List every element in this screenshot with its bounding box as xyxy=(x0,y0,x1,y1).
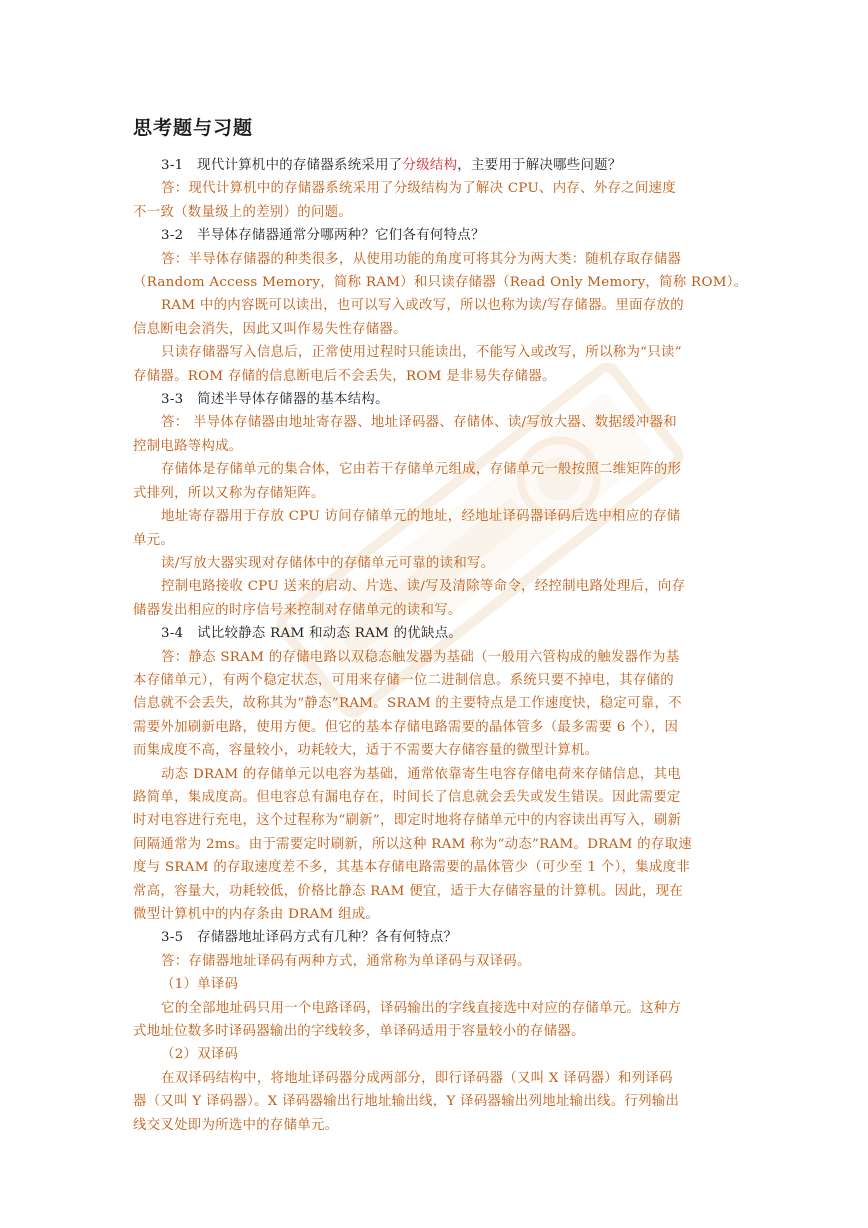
question-number: 3-5 xyxy=(161,930,184,946)
answer-line: 答： 半导体存储器由地址寄存器、地址译码器、存储体、读/写放大器、数据缓冲器和 xyxy=(161,415,677,431)
answer-line: 地址寄存器用于存放 CPU 访问存储单元的地址，经地址译码器译码后选中相应的存储 xyxy=(161,509,681,525)
answer-line: 只读存储器写入信息后，正常使用过程时只能读出，不能写入或改写，所以称为“只读” xyxy=(161,345,682,361)
question-text-end: ，主要用于解决哪些问题？ xyxy=(457,158,622,173)
answer-line: 信息断电会消失，因此又叫作易失性存储器。 xyxy=(133,321,407,337)
answer-line: 控制电路等构成。 xyxy=(133,438,243,454)
answer-line: 常高，容量大，功耗较低，价格比静态 RAM 便宜，适于大存储容量的计算机。因此，现在 xyxy=(133,883,684,899)
answer-line: 存储器。ROM 存储的信息断电后不会丢失，ROM 是非易失存储器。 xyxy=(133,368,556,384)
answer-line: 储器发出相应的时序信号来控制对存储单元的读和写。 xyxy=(133,602,462,618)
answer-line: 答：存储器地址译码有两种方式，通常称为单译码与双译码。 xyxy=(161,953,531,969)
question-number: 3-4 xyxy=(161,626,184,642)
answer-line: 控制电路接收 CPU 送来的启动、片选、读/写及清除等命令，经控制电路处理后，向存 xyxy=(161,579,686,595)
question-3-1 xyxy=(133,154,739,177)
question-number: 3-1 xyxy=(161,158,184,173)
answer-line: 答：现代计算机中的存储器系统采用了分级结构为了解决 CPU、内存、外存之间速度 xyxy=(161,181,676,197)
answer-line: 式排列，所以又称为存储矩阵。 xyxy=(133,485,325,501)
answer-line: 而集成度不高，容量较小，功耗较大，适于不需要大存储容量的微型计算机。 xyxy=(133,743,599,759)
answer-line: 度与 SRAM 的存取速度差不多，其基本存储电路需要的晶体管少（可少至 1 个），集成度非 xyxy=(133,860,691,876)
answer-line: 信息就不会丢失，故称其为“静态”RAM。SRAM 的主要特点是工作速度快，稳定可靠，不 xyxy=(133,696,682,712)
page-title: 思考题与习题 xyxy=(133,117,254,139)
question-text: 简述半导体存储器的基本结构。 xyxy=(197,392,389,408)
answer-line: 微型计算机中的内存条由 DRAM 组成。 xyxy=(133,907,380,922)
answer-line: 线交叉处即为所选中的存储单元。 xyxy=(133,1117,339,1133)
question-number: 3-2 xyxy=(161,228,184,244)
answer-line: 不一致（数量级上的差别）的问题。 xyxy=(133,204,353,220)
answer-line: 间隔通常为 2ms。由于需要定时刷新，所以这种 RAM 称为“动态”RAM。DRAM 的存取速 xyxy=(133,836,692,852)
content-area xyxy=(133,112,748,1137)
answer-line: 式地址位数多时译码器输出的字线较多，单译码适用于容量较小的存储器。 xyxy=(133,1024,585,1040)
question-text: 试比较静态 RAM 和动态 RAM 的优缺点。 xyxy=(197,626,463,642)
answer-line: 读/写放大器实现对存储体中的存储单元可靠的读和写。 xyxy=(161,555,495,571)
question-number: 3-3 xyxy=(161,392,184,408)
answer-line: 需要外加刷新电路，使用方便。但它的基本存储电路需要的晶体管多（最多需要 6 个），因 xyxy=(133,719,679,735)
answer-line: 本存储单元），有两个稳定状态，可用来存储一位二进制信息。系统只要不掉电，其存储的 xyxy=(133,672,674,688)
answer-line: 存储体是存储单元的集合体，它由若干存储单元组成，存储单元一般按照二维矩阵的形 xyxy=(161,462,682,478)
answer-line: （Random Access Memory，简称 RAM）和只读存储器（Read Only Memory，简称 ROM）。 xyxy=(133,275,748,291)
question-3-5 xyxy=(133,926,739,949)
question-3-2 xyxy=(133,224,739,247)
answer-line: 在双译码结构中，将地址译码器分成两部分，即行译码器（又叫 X 译码器）和列译码 xyxy=(161,1070,673,1086)
question-3-3 xyxy=(133,388,739,411)
answer-line: 器（又叫 Y 译码器）。X 译码器输出行地址输出线，Y 译码器输出列地址输出线。行列输出 xyxy=(133,1094,680,1110)
answer-line: 单元。 xyxy=(133,532,175,548)
question-text: 存储器地址译码方式有几种？各有何特点？ xyxy=(197,930,458,946)
answer-line: 时对电容进行充电，这个过程称为“刷新”，即定时地将存储单元中的内容读出再写入，刷新 xyxy=(133,813,682,829)
answer-line: 它的全部地址码只用一个电路译码，译码输出的字线直接选中对应的存储单元。这种方 xyxy=(161,1000,682,1016)
question-text: 现代计算机中的存储器系统采用了 xyxy=(197,158,403,173)
answer-line: 答：半导体存储器的种类很多，从使用功能的角度可将其分为两大类：随机存取存储器 xyxy=(161,251,682,267)
answer-line: 答：静态 SRAM 的存储电路以双稳态触发器为基础（一般用六管构成的触发器作为基 xyxy=(161,649,680,665)
answer-subheading: （1）单译码 xyxy=(161,977,239,993)
answer-line: 路简单，集成度高。但电容总有漏电存在，时间长了信息就会丢失或发生错误。因此需要定 xyxy=(133,789,681,805)
question-3-4 xyxy=(133,622,739,645)
answer-line: RAM 中的内容既可以读出，也可以写入或改写，所以也称为读/写存储器。里面存放的 xyxy=(161,298,684,314)
answer-subheading: （2）双译码 xyxy=(161,1047,239,1063)
highlight-term: 分级结构 xyxy=(402,158,458,173)
answer-line: 动态 DRAM 的存储单元以电容为基础，通常依靠寄生电容存储电荷来存储信息，其电 xyxy=(161,766,681,782)
question-text: 半导体存储器通常分哪两种？它们各有何特点？ xyxy=(197,228,485,244)
